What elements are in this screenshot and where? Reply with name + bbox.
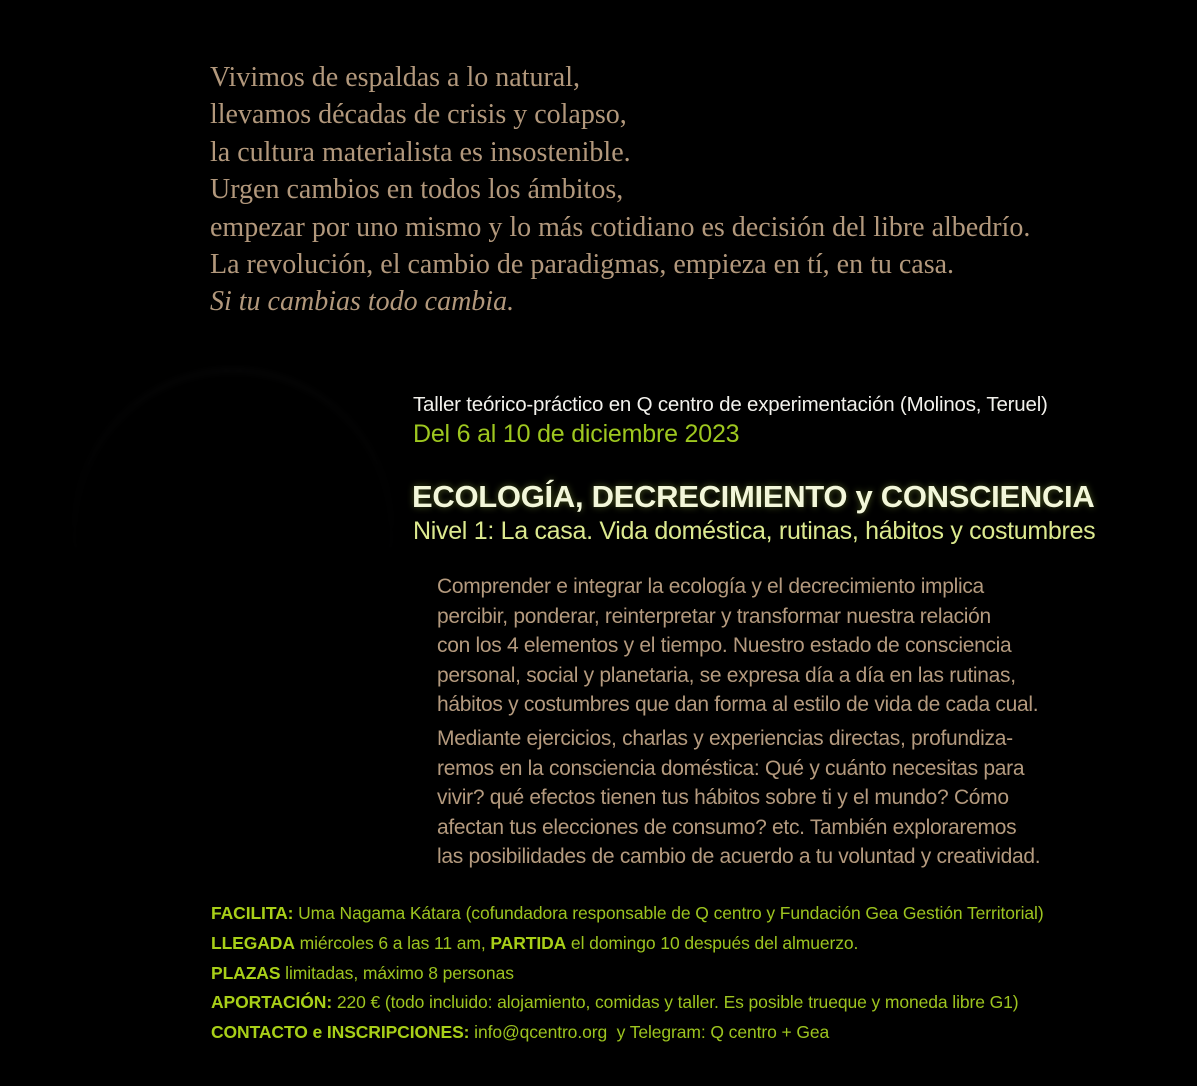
detail-label: APORTACIÓN: [211, 992, 333, 1013]
detail-label: CONTACTO e INSCRIPCIONES: [211, 1022, 470, 1043]
event-subtitle: Nivel 1: La casa. Vida doméstica, rutinas, hábitos y costumbres [413, 517, 1096, 545]
detail-line [211, 959, 1044, 989]
intro-line: empezar por uno mismo y lo más cotidiano es decisión del libre albedrío. [210, 211, 1031, 243]
paragraph-line: personal, social y planetaria, se expresa día a día en las rutinas, [437, 663, 1016, 687]
intro-poem [210, 59, 1030, 321]
detail-line [211, 988, 1044, 1018]
intro-line: llevamos décadas de crisis y colapso, [210, 99, 627, 131]
paragraph-line: las posibilidades de cambio de acuerdo a tu voluntad y creatividad. [437, 845, 1041, 869]
detail-value: limitadas, máximo 8 personas [280, 962, 514, 983]
four-elements-image [74, 369, 392, 689]
intro-line: la cultura materialista es insostenible. [210, 136, 631, 168]
paragraph-line: Mediante ejercicios, charlas y experiencias directas, profundiza- [437, 727, 1013, 750]
four-elements-spiral-graphic [74, 369, 392, 689]
detail-label: LLEGADA [211, 932, 295, 953]
paragraph-line: vivir? qué efectos tienen tus hábitos sobre ti y el mundo? Cómo [437, 786, 1009, 810]
paragraph-line: Comprender e integrar la ecología y el decrecimiento implica [437, 575, 984, 598]
detail-value: info@qcentro.org y Telegram: Q centro + Gea [469, 1022, 830, 1043]
intro-line: Si tu cambias todo cambia. [210, 286, 515, 318]
detail-label: FACILITA: [211, 903, 294, 923]
paragraph-line: afectan tus elecciones de consumo? etc. También exploraremos [437, 815, 1017, 839]
paragraph-line: percibir, ponderar, reinterpretar y transformar nuestra relación [437, 604, 991, 628]
details-block [211, 899, 1044, 1048]
detail-label: PLAZAS [211, 962, 281, 983]
intro-line: Urgen cambios en todos los ámbitos, [210, 174, 624, 206]
intro-line: La revolución, el cambio de paradigmas, empieza en tí, en tu casa. [210, 249, 955, 281]
description-paragraph-1 [437, 572, 1038, 720]
detail-value: 220 € (todo incluido: alojamiento, comidas y taller. Es posible trueque y moneda libre G1) [332, 992, 1019, 1013]
paragraph-line: remos en la consciencia doméstica: Qué y cuánto necesitas para [437, 756, 1025, 780]
dates-line: Del 6 al 10 de diciembre 2023 [413, 420, 740, 448]
detail-value: miércoles 6 a las 11 am, [294, 932, 491, 953]
venue-line: Taller teórico-práctico en Q centro de experimentación (Molinos, Teruel) [413, 393, 1048, 416]
detail-label: PARTIDA [490, 932, 567, 953]
detail-line [211, 899, 1044, 929]
event-title: ECOLOGÍA, DECRECIMIENTO y CONSCIENCIA [412, 479, 1095, 514]
detail-line [211, 1018, 1044, 1048]
paragraph-line: con los 4 elementos y el tiempo. Nuestro estado de consciencia [437, 634, 1012, 658]
description-paragraph-2 [437, 724, 1040, 872]
paragraph-line: hábitos y costumbres que dan forma al estilo de vida de cada cual. [437, 693, 1039, 717]
detail-value: el domingo 10 después del almuerzo. [566, 932, 859, 953]
intro-line: Vivimos de espaldas a lo natural, [210, 62, 581, 93]
detail-value: Uma Nagama Kátara (cofundadora responsable de Q centro y Fundación Gea Gestión Territorial) [293, 903, 1044, 923]
detail-line [211, 929, 1044, 959]
